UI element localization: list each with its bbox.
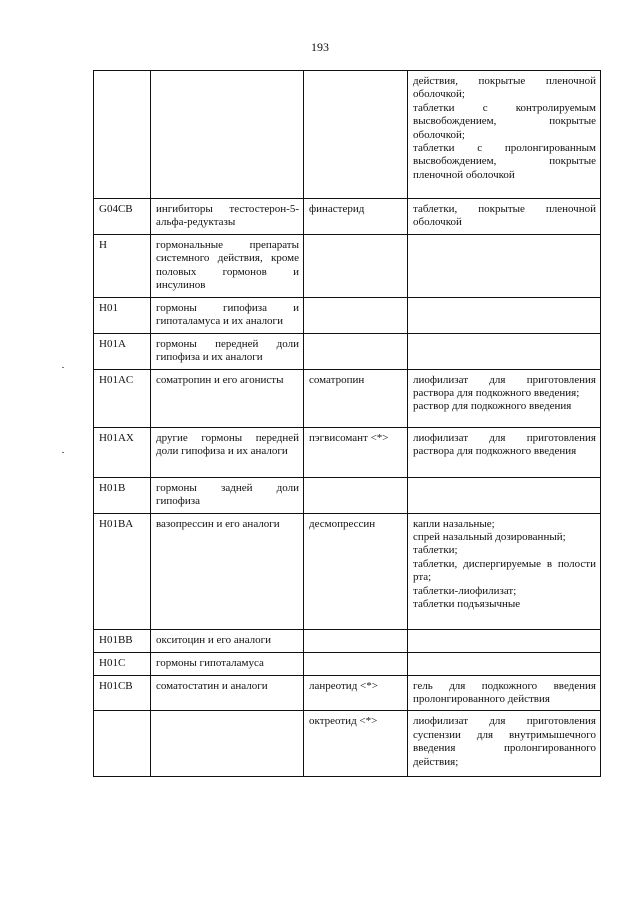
atc-code-cell: H01BA bbox=[94, 513, 151, 629]
dosage-forms-cell bbox=[408, 513, 601, 629]
group-name-cell bbox=[151, 711, 304, 777]
group-name-cell: гормональные препараты системного действия, кроме половых гормонов и инсулинов bbox=[151, 235, 304, 298]
atc-code-cell bbox=[94, 71, 151, 199]
dosage-form: лиофилизат для приготовления раствора для подкожного введения; bbox=[413, 373, 596, 400]
dosage-form: таблетки с пролонгированным высвобождением, покрытые пленочной оболочкой bbox=[413, 142, 596, 181]
drug-name-cell: десмопрессин bbox=[304, 513, 408, 629]
atc-code-cell: H01B bbox=[94, 477, 151, 513]
table-row bbox=[94, 652, 601, 675]
group-name-cell bbox=[151, 71, 304, 199]
table-row bbox=[94, 513, 601, 629]
dosage-form: капли назальные; bbox=[413, 517, 495, 530]
atc-code-cell: H01C bbox=[94, 652, 151, 675]
atc-code-cell: H01A bbox=[94, 333, 151, 369]
table-row bbox=[94, 711, 601, 777]
group-name-cell: гормоны задней доли гипофиза bbox=[151, 477, 304, 513]
dosage-form: таблетки, покрытые пленочной оболочкой bbox=[413, 203, 596, 229]
dosage-form: таблетки подъязычные bbox=[413, 598, 521, 611]
table-row bbox=[94, 427, 601, 477]
drug-name-cell: финастерид bbox=[304, 199, 408, 235]
table-row bbox=[94, 71, 601, 199]
atc-code-cell: H01CB bbox=[94, 675, 151, 711]
dosage-forms-cell bbox=[408, 199, 601, 235]
dosage-form: таблетки с контролируемым высвобождением, покрытые оболочкой; bbox=[413, 101, 596, 141]
medicines-table bbox=[93, 70, 601, 777]
drug-name-cell bbox=[304, 297, 408, 333]
dosage-form: действия, покрытые пленочной оболочкой; bbox=[413, 75, 596, 101]
drug-name-cell bbox=[304, 333, 408, 369]
table-row bbox=[94, 333, 601, 369]
atc-code-cell: G04CB bbox=[94, 199, 151, 235]
table-row bbox=[94, 629, 601, 652]
table-row bbox=[94, 235, 601, 298]
dosage-forms-cell bbox=[408, 297, 601, 333]
table-row bbox=[94, 369, 601, 427]
page-number: 193 bbox=[311, 40, 329, 54]
dosage-form: таблетки, диспергируемые в полости рта; bbox=[413, 557, 596, 584]
drug-name-cell bbox=[304, 629, 408, 652]
group-name-cell: соматостатин и аналоги bbox=[151, 675, 304, 711]
dosage-forms-cell bbox=[408, 477, 601, 513]
dosage-form: раствор для подкожного введения bbox=[413, 400, 572, 413]
drug-name-cell bbox=[304, 477, 408, 513]
atc-code-cell: H01BB bbox=[94, 629, 151, 652]
group-name-cell: вазопрессин и его аналоги bbox=[151, 513, 304, 629]
dosage-form: лиофилизат для приготовления раствора для подкожного введения bbox=[413, 431, 596, 458]
group-name-cell: ингибиторы тестостерон-5-альфа-редуктазы bbox=[151, 199, 304, 235]
atc-code-cell: H bbox=[94, 235, 151, 298]
dosage-form: таблетки-лиофилизат; bbox=[413, 584, 517, 597]
drug-name-cell: соматропин bbox=[304, 369, 408, 427]
group-name-cell: гормоны гипоталамуса bbox=[151, 652, 304, 675]
drug-name-cell bbox=[304, 71, 408, 199]
table-row bbox=[94, 675, 601, 711]
atc-code-cell: H01AX bbox=[94, 427, 151, 477]
dosage-form: лиофилизат для приготовления суспензии для внутримышечного введения пролонгированного действия; bbox=[413, 715, 596, 768]
scan-speck bbox=[62, 452, 64, 453]
drug-name-cell: пэгвисомант <*> bbox=[304, 427, 408, 477]
drug-name-cell: октреотид <*> bbox=[304, 711, 408, 777]
atc-code-cell: H01AC bbox=[94, 369, 151, 427]
table-row bbox=[94, 297, 601, 333]
dosage-forms-cell bbox=[408, 711, 601, 777]
dosage-forms-cell bbox=[408, 71, 601, 199]
group-name-cell: другие гормоны передней доли гипофиза и их аналоги bbox=[151, 427, 304, 477]
dosage-forms-cell bbox=[408, 652, 601, 675]
group-name-cell: гормоны передней доли гипофиза и их аналоги bbox=[151, 333, 304, 369]
drug-name-cell bbox=[304, 235, 408, 298]
dosage-forms-cell bbox=[408, 333, 601, 369]
dosage-forms-cell bbox=[408, 369, 601, 427]
group-name-cell: гормоны гипофиза и гипоталамуса и их аналоги bbox=[151, 297, 304, 333]
dosage-form: спрей назальный дозированный; bbox=[413, 531, 566, 544]
dosage-forms-cell bbox=[408, 629, 601, 652]
drug-name-cell bbox=[304, 652, 408, 675]
scan-speck bbox=[62, 367, 64, 368]
table-row bbox=[94, 199, 601, 235]
dosage-form: гель для подкожного введения пролонгированного действия bbox=[413, 679, 596, 706]
dosage-forms-cell bbox=[408, 235, 601, 298]
atc-code-cell bbox=[94, 711, 151, 777]
table-row bbox=[94, 477, 601, 513]
group-name-cell: соматропин и его агонисты bbox=[151, 369, 304, 427]
dosage-forms-cell bbox=[408, 427, 601, 477]
drug-name-cell: ланреотид <*> bbox=[304, 675, 408, 711]
atc-code-cell: H01 bbox=[94, 297, 151, 333]
group-name-cell: окситоцин и его аналоги bbox=[151, 629, 304, 652]
dosage-forms-cell bbox=[408, 675, 601, 711]
dosage-form: таблетки; bbox=[413, 544, 458, 557]
